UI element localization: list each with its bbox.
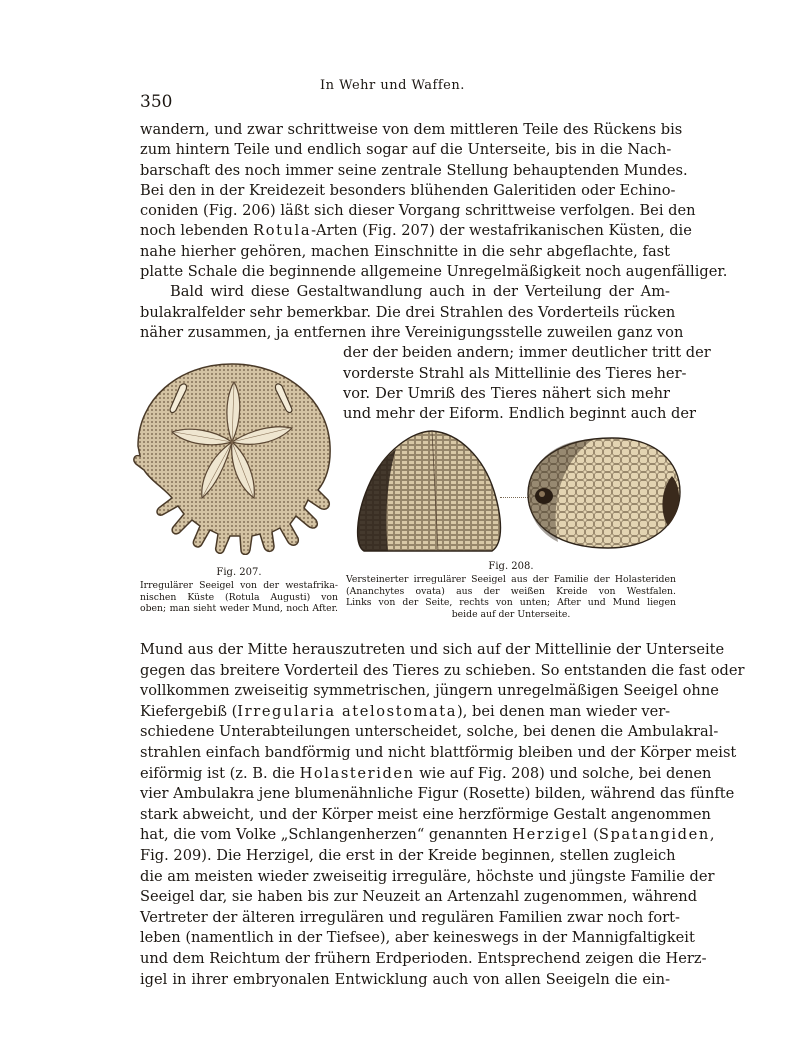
text-line: wandern, und zwar schrittweise von dem mittleren Teile des Rückens bis [140,121,683,138]
text-line: nahe hierher gehören, machen Einschnitte in die sehr abgeflachte, fast [140,242,670,260]
text-segment: , [709,826,715,844]
caption-line: Versteinerter irregulärer Seeigel aus der Familie der Holasteriden [346,573,676,585]
caption-line: Irregulärer Seeigel von der westafrika- [140,579,338,591]
text-line [140,702,670,723]
text-line [140,825,715,846]
text-segment: hat, die vom Volke „Schlangenherzen“ genannten [140,826,513,844]
text-line: und mehr der Eiform. Endlich beginnt auch der [343,405,696,423]
taxon-name: Herzigel [512,826,589,844]
fossil-sea-urchin-side-view [352,425,505,557]
text-line: Fig. 209). Die Herzigel, die erst in der Kreide beginnen, stellen zugleich [140,846,676,864]
caption-line: (Ananchytes ovata) aus der weißen Kreide von Westfalen. [346,585,676,597]
text-line: zum hintern Teile und endlich sogar auf die Unterseite, bis in die Nach- [140,141,672,159]
text-line: die am meisten wieder zweiseitig irreguläre, höchste und jüngste Familie der [140,867,715,885]
taxon-name: Holasteriden [299,764,415,782]
text-segment: eiförmig ist (z. B. die [140,764,300,782]
text-segment: -Arten (Fig. 207) der westafrikanischen Küsten, die [311,222,692,240]
text-line: der der beiden andern; immer deutlicher tritt der [343,344,711,362]
text-line: gegen das breitere Vorderteil des Tieres zu schieben. So entstanden die fast oder [140,661,745,679]
figure-number: Fig. 207. [216,567,262,578]
page-number: 350 [140,92,173,112]
caption-line: beide auf der Unterseite. [451,609,571,621]
fossil-sea-urchin-bottom-view [522,432,684,552]
text-line: vor. Der Umriß des Tieres nähert sich mehr [343,384,670,402]
body-text-bottom [140,640,745,990]
text-segment: Kiefergebiß ( [140,702,238,720]
text-line: Bei den in der Kreidezeit besonders blühenden Galeritiden oder Echino- [140,181,676,199]
text-line: stark abweicht, und der Körper meist eine herzförmige Gestalt angenommen [140,805,711,823]
genus-name: Rotula [253,222,312,240]
text-line: Seeigel dar, sie haben bis zur Neuzeit an Artenzahl zugenommen, während [140,888,698,906]
text-segment: wie auf Fig. 208) und solche, bei denen [414,764,712,782]
text-line [140,764,712,785]
text-segment: noch lebenden [140,222,254,240]
figure-207-caption [140,567,338,615]
text-line: bulakralfelder sehr bemerkbar. Die drei Strahlen des Vorderteils rücken [140,303,676,321]
caption-line: Links von der Seite, rechts von unten; After und Mund liegen [346,597,676,609]
text-line [140,221,692,241]
running-head: In Wehr und Waffen. [320,78,465,93]
text-line: und dem Reichtum der frühern Erdperioden. Entsprechend zeigen die Herz- [140,949,707,967]
text-line: igel in ihrer embryonalen Entwicklung auch von allen Seeigeln die ein- [140,970,670,988]
text-line: vier Ambulakra jene blumenähnliche Figur (Rosette) bilden, während das fünfte [140,785,735,803]
taxon-name: Spatangiden [598,826,710,844]
taxon-name: Irregularia atelostomata [237,702,458,720]
caption-line: oben; man sieht weder Mund, noch After. [140,603,338,615]
figure-number: Fig. 208. [488,561,534,572]
text-line: schiedene Unterabteilungen unterscheidet, solche, bei denen die Ambulakral- [140,723,719,741]
text-line: barschaft des noch immer seine zentrale Stellung behauptenden Mundes. [140,161,688,179]
text-line: leben (namentlich in der Tiefsee), aber keineswegs in der Mannigfaltigkeit [140,929,695,947]
text-line: vollkommen zweiseitig symmetrischen, jüngern unregelmäßigen Seeigel ohne [140,682,719,700]
text-line: strahlen einfach bandförmig und nicht blattförmig bleiben und der Körper meist [140,743,737,761]
text-line: vorderste Strahl als Mittellinie des Tieres her- [343,364,687,382]
caption-line: nischen Küste (Rotula Augusti) von [140,591,338,603]
text-line: näher zusammen, ja entfernen ihre Vereinigungsstelle zuweilen ganz von [140,323,684,341]
text-segment: ), bei denen man wieder ver- [457,702,671,720]
text-line: Bald wird diese Gestaltwandlung auch in der Verteilung der Am- [170,283,670,301]
text-line: coniden (Fig. 206) läßt sich dieser Vorgang schrittweise verfolgen. Bei den [140,202,696,220]
figure-208-caption [346,561,676,621]
text-line: platte Schale die beginnende allgemeine Unregelmäßigkeit noch augenfälliger. [140,263,728,281]
text-line: Vertreter der älteren irregulären und regulären Familien zwar noch fort- [140,908,680,926]
text-line: Mund aus der Mitte herauszutreten und sich auf der Mittellinie der Unterseite [140,641,725,658]
sand-dollar-illustration [130,360,335,555]
text-segment: ( [588,826,599,844]
